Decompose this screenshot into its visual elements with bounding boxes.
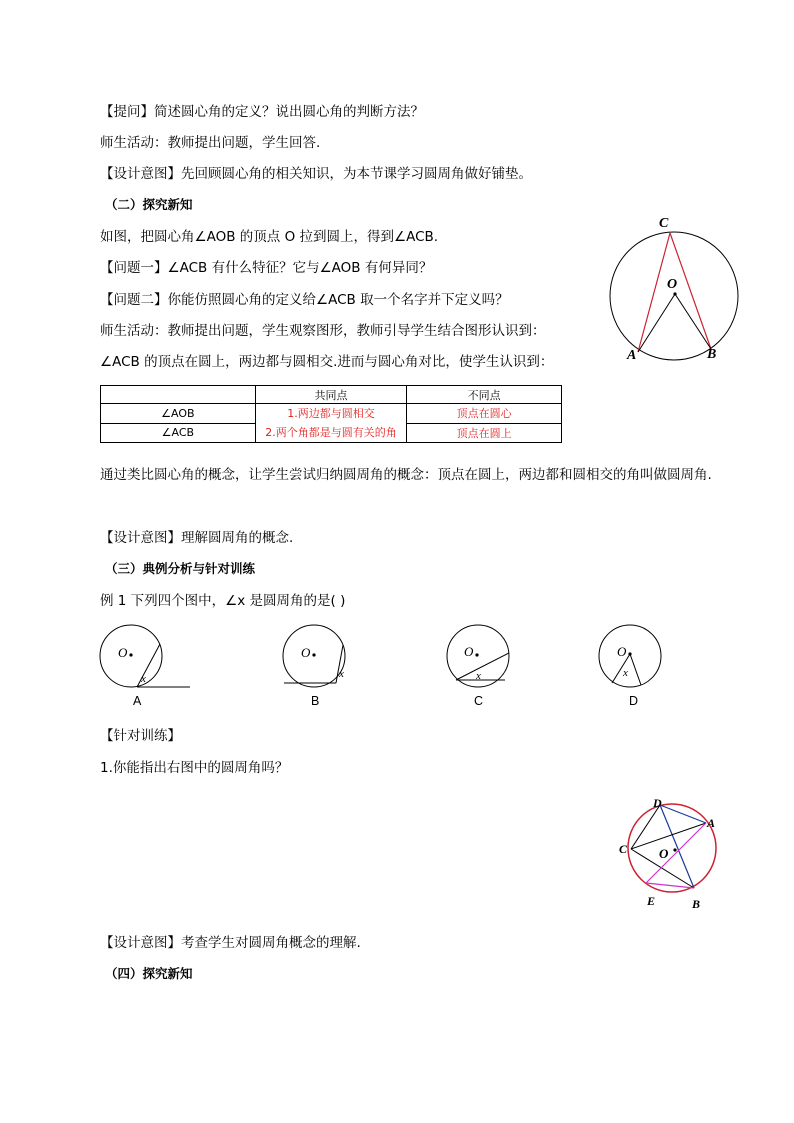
- question-intro: 【提问】简述圆心角的定义？说出圆心角的判断方法？: [100, 104, 424, 120]
- definition-paragraph: 通过类比圆心角的概念，让学生尝试归纳圆周角的概念：顶点在圆上，两边都和圆相交的角叫做圆周角.: [100, 467, 712, 483]
- table-header-empty: [101, 386, 256, 404]
- circle-outline: [628, 804, 716, 892]
- svg-text:E: E: [647, 894, 656, 908]
- training-heading: 【针对训练】: [100, 728, 181, 744]
- table-header-common: 共同点: [255, 386, 407, 404]
- section-heading-2: （二）探究新知: [105, 197, 193, 212]
- svg-text:O: O: [301, 645, 311, 660]
- design-intent-1: 【设计意图】先回顾圆心角的相关知识，为本节课学习圆周角做好铺垫。: [100, 166, 532, 182]
- training-question-1: 1.你能指出右图中的圆周角吗？: [100, 760, 289, 776]
- option-label-c: C: [474, 694, 484, 708]
- figure-circle-acb: [600, 212, 750, 367]
- svg-text:B: B: [692, 897, 701, 911]
- design-intent-3: 【设计意图】考查学生对圆周角概念的理解.: [100, 935, 361, 951]
- radius-ob: [675, 294, 711, 349]
- option-label-d: D: [629, 694, 639, 708]
- svg-text:x: x: [623, 667, 628, 679]
- svg-text:O: O: [659, 846, 669, 861]
- intro-explore: 如图，把圆心角∠AOB 的顶点 O 拉到圆上，得到∠ACB.: [100, 229, 439, 245]
- table-header-difference: 不同点: [407, 386, 562, 404]
- option-label-a: A: [133, 694, 142, 708]
- svg-text:O: O: [118, 645, 128, 660]
- design-intent-2: 【设计意图】理解圆周角的概念.: [100, 530, 294, 546]
- teacher-student-activity-1: 师生活动：教师提出问题，学生回答.: [100, 135, 321, 151]
- label-c: C: [659, 216, 669, 231]
- section-heading-3: （三）典例分析与针对训练: [105, 561, 256, 576]
- comparison-table: [100, 385, 562, 443]
- chord-ca: [638, 233, 670, 352]
- radius-oa: [638, 294, 675, 352]
- svg-text:x: x: [141, 673, 146, 685]
- question-two: 【问题二】你能仿照圆心角的定义给∠ACB 取一个名字并下定义吗？: [100, 292, 509, 308]
- option-label-b: B: [311, 694, 320, 708]
- table-cell-angle: ∠AOB: [101, 404, 256, 424]
- svg-text:C: C: [619, 842, 628, 856]
- figure-circle-inscribed-angles: [612, 790, 737, 915]
- table-cell-difference: 顶点在圆上: [407, 423, 562, 443]
- option-figure-d: [599, 625, 669, 695]
- question-one: 【问题一】∠ACB 有什么特征？它与∠AOB 有何异同？: [100, 260, 433, 276]
- option-figure-c: [446, 625, 516, 695]
- table-cell-difference: 顶点在圆心: [407, 404, 562, 424]
- example-1: 例 1 下列四个图中，∠x 是圆周角的是( ): [100, 593, 346, 609]
- option-figure-b: [280, 625, 360, 695]
- table-cell-angle: ∠ACB: [101, 423, 256, 443]
- common-point-1: 1.两边都与圆相交: [287, 407, 375, 420]
- table-cell-common: [255, 404, 407, 443]
- table-header-row: [101, 386, 562, 404]
- teacher-student-activity-2: 师生活动：教师提出问题，学生观察图形，教师引导学生结合图形认识到：: [100, 323, 546, 339]
- section-heading-4: （四）探究新知: [105, 966, 193, 981]
- table-row: [101, 404, 562, 424]
- svg-text:O: O: [617, 644, 627, 659]
- svg-text:O: O: [464, 644, 474, 659]
- svg-text:D: D: [653, 796, 662, 810]
- label-o: O: [667, 277, 678, 292]
- svg-text:x: x: [476, 670, 481, 682]
- option-figure-a: [98, 625, 193, 695]
- label-b: B: [707, 347, 717, 362]
- observation-line: ∠ACB 的顶点在圆上，两边都与圆相交.进而与圆心角对比，使学生认识到：: [100, 354, 554, 370]
- common-point-2: 2.两个角都是与圆有关的角: [265, 426, 397, 439]
- svg-text:A: A: [707, 816, 716, 830]
- center-dot: [673, 292, 676, 295]
- label-a: A: [627, 348, 637, 363]
- svg-text:x: x: [339, 668, 344, 680]
